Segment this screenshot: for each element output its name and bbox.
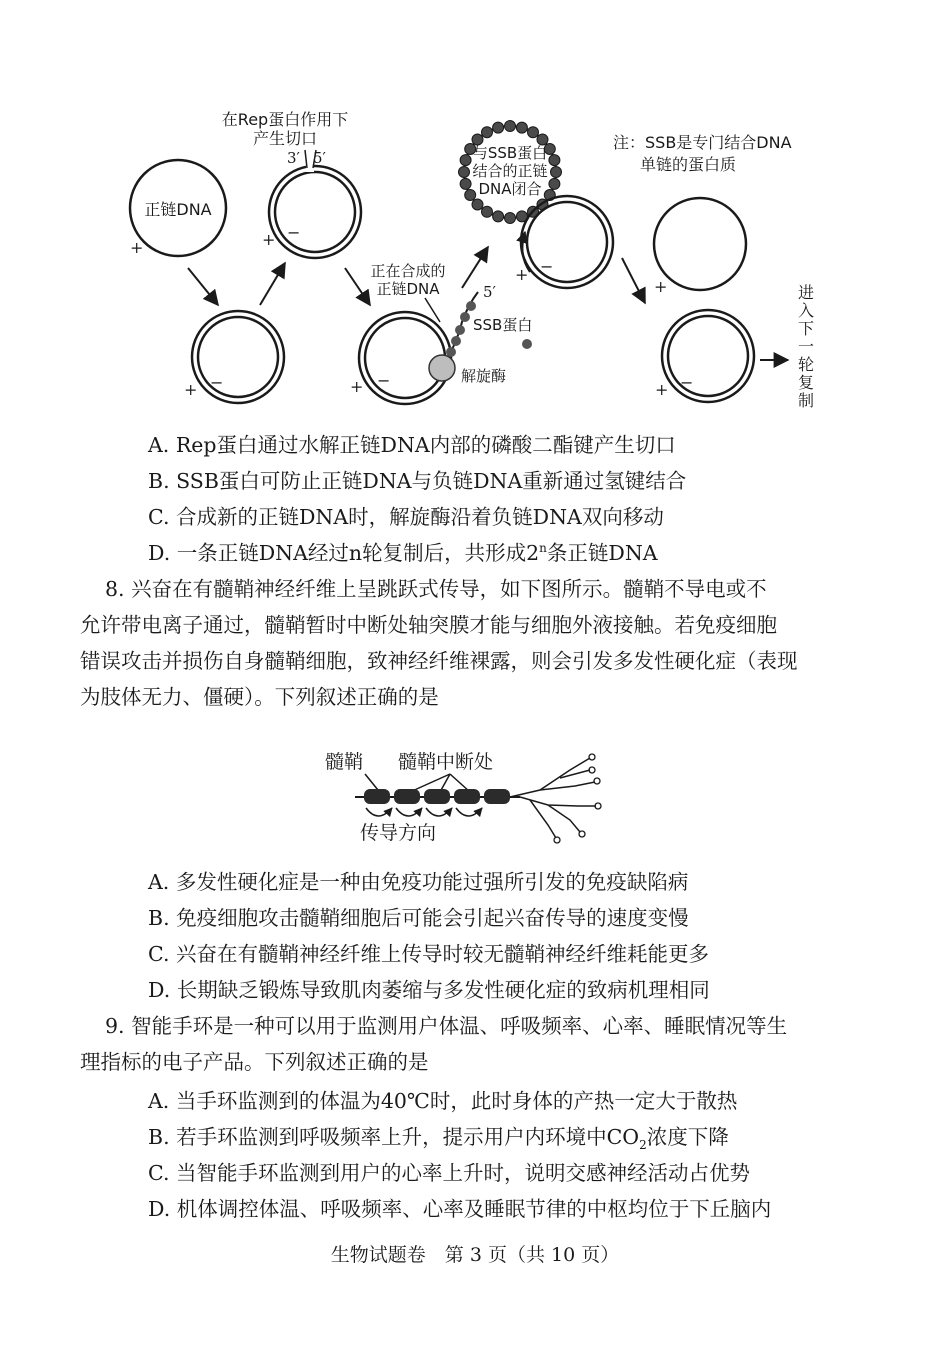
q9-option-a[interactable]: A. 当手环监测到的体温为40℃时，此时身体的产热一定大于散热 (148, 1089, 738, 1113)
ssb-bead (549, 178, 560, 189)
five-prime-label-2: 5′ (483, 283, 496, 301)
q8-stem-line-1: 8. 兴奋在有髓鞘神经纤维上呈跳跃式传导，如下图所示。髓鞘不导电或不 (105, 577, 767, 601)
q9-option-b-subscript: 2 (639, 1138, 647, 1153)
myelin-label: 髓鞘 (325, 751, 364, 773)
myelinated-fiber-diagram (325, 751, 601, 844)
arrow-2 (260, 263, 285, 305)
ssb-protein-label: SSB蛋白 (473, 316, 533, 334)
myelin-segment (424, 789, 450, 804)
ssb-bead (516, 122, 527, 133)
plus-strand-label: 正链DNA (144, 200, 212, 219)
myelin-segment (454, 789, 480, 804)
q8-option-b[interactable]: B. 免疫细胞攻击髓鞘细胞后可能会引起兴奋传导的速度变慢 (148, 906, 689, 930)
plus-sign-1: + (130, 238, 144, 257)
next-round-char-3: 下 (797, 319, 815, 338)
q7-option-d-exponent: n (539, 541, 547, 556)
q7-option-d-text: D. 一条正链DNA经过n轮复制后，共形成2 (148, 541, 540, 565)
ssb-bead (493, 122, 504, 133)
q8-option-d[interactable]: D. 长期缺乏锻炼导致肌肉萎缩与多发性硬化症的致病机理相同 (148, 978, 710, 1002)
q7-option-a[interactable]: A. Rep蛋白通过水解正链DNA内部的磷酸二酯键产生切口 (148, 433, 676, 457)
next-round-label (798, 283, 814, 410)
dsdna-circle-2-inner (527, 202, 607, 282)
ssb-bead (460, 178, 471, 189)
ssb-bead (551, 167, 562, 178)
q9-stem-line-2: 理指标的电子产品。下列叙述正确的是 (80, 1050, 429, 1074)
five-prime-label: 5′ (313, 149, 326, 167)
q8-option-c[interactable]: C. 兴奋在有髓鞘神经纤维上传导时较无髓鞘神经纤维耗能更多 (148, 942, 709, 966)
next-round-char-7: 制 (797, 391, 815, 410)
q8-stem-line-3: 错误攻击并损伤自身髓鞘细胞，致神经纤维裸露，则会引发多发性硬化症（表现 (80, 649, 798, 673)
next-round-char-2: 入 (797, 301, 815, 320)
q8-stem-line-4: 为肢体无力、僵硬）。下列叙述正确的是 (80, 685, 439, 709)
arrow-1 (188, 268, 218, 305)
rep-nick-label-line1: 在Rep蛋白作用下 (221, 110, 349, 129)
dsdna-circle-2-outer (521, 196, 613, 288)
note-line1: 注：SSB是专门结合DNA (613, 133, 792, 152)
dsdna-circle-1-outer (192, 311, 284, 403)
dsdna-circle-3-outer (662, 310, 754, 402)
plus-sign-5: + (515, 265, 529, 284)
helicase-icon (429, 355, 455, 381)
ssb-bead (465, 190, 476, 201)
nicked-circle-outer (269, 166, 361, 258)
three-prime-label: 3′ (287, 149, 300, 167)
q7-option-b[interactable]: B. SSB蛋白可防止正链DNA与负链DNA重新通过氢键结合 (148, 469, 687, 493)
ssb-bead (482, 127, 493, 138)
ssb-closed-label-line1: 与SSB蛋白 (472, 144, 548, 162)
myelin-segment (394, 789, 420, 804)
myelin-segment (364, 789, 390, 804)
plus-sign-6: + (654, 277, 668, 296)
note-line2: 单链的蛋白质 (640, 155, 737, 174)
q9-option-d[interactable]: D. 机体调控体温、呼吸频率、心率及睡眠节律的中枢均位于下丘脑内 (148, 1197, 772, 1221)
plus-sign-2: + (184, 380, 198, 399)
ssb-closed-label-line3: DNA闭合 (478, 180, 542, 198)
ssb-closed-label-line2: 结合的正链 (472, 162, 548, 180)
arrow-4 (462, 247, 488, 288)
minus-sign-2: − (210, 373, 224, 392)
next-round-char-1: 进 (797, 283, 815, 302)
next-round-char-4: 一 (797, 337, 815, 356)
myelin-segment (484, 789, 510, 804)
ssb-bead (528, 127, 539, 138)
dna-replication-diagram (130, 110, 792, 404)
page-footer: 生物试题卷 第 3 页（共 10 页） (330, 1244, 620, 1266)
ssb-bead (482, 206, 493, 217)
ssb-bead (549, 155, 560, 166)
q7-option-d-text-end: 条正链DNA (546, 541, 658, 565)
q9-stem-line-1: 9. 智能手环是一种可以用于监测用户体温、呼吸频率、心率、睡眠情况等生 (105, 1014, 788, 1038)
plus-sign-3: + (262, 230, 276, 249)
q7-option-d[interactable] (148, 540, 658, 566)
q8-option-a[interactable]: A. 多发性硬化症是一种由免疫功能过强所引发的免疫缺陷病 (148, 870, 689, 894)
ssb-bead (460, 155, 471, 166)
ssb-bead (505, 121, 516, 132)
ssb-bead (472, 199, 483, 210)
rep-nick-label-line2: 产生切口 (252, 129, 318, 148)
ssb-free-protein (522, 339, 532, 349)
arrow-5 (622, 258, 645, 303)
q9-option-c[interactable]: C. 当智能手环监测到用户的心率上升时，说明交感神经活动占优势 (148, 1161, 750, 1185)
helicase-label: 解旋酶 (461, 367, 507, 385)
plus-strand-circle-2 (654, 198, 746, 290)
plus-sign-7: + (655, 380, 669, 399)
q9-option-b-text-end: 浓度下降 (646, 1125, 729, 1149)
minus-sign-3: − (287, 223, 301, 242)
synth-label-line1: 正在合成的 (370, 262, 446, 280)
conduction-direction-label: 传导方向 (360, 822, 437, 844)
ssb-bead (459, 167, 470, 178)
minus-sign-7: − (680, 373, 694, 392)
q8-stem-line-2: 允许带电离子通过，髓鞘暂时中断处轴突膜才能与细胞外液接触。若免疫细胞 (80, 613, 777, 637)
plus-sign-4: + (350, 377, 364, 396)
q9-option-b-text: B. 若手环监测到呼吸频率上升，提示用户内环境中CO (148, 1125, 640, 1149)
next-round-char-6: 复 (797, 373, 815, 392)
next-round-char-5: 轮 (797, 355, 815, 374)
minus-sign-5: − (540, 257, 554, 276)
ssb-bead (505, 213, 516, 224)
q7-option-c[interactable]: C. 合成新的正链DNA时，解旋酶沿着负链DNA双向移动 (148, 505, 664, 529)
synth-label-line2: 正链DNA (376, 280, 440, 298)
ssb-bead (493, 211, 504, 222)
arrow-3 (345, 268, 370, 305)
minus-sign-4: − (377, 371, 391, 390)
myelin-gap-label: 髓鞘中断处 (398, 751, 494, 773)
q9-option-b[interactable] (148, 1124, 729, 1153)
